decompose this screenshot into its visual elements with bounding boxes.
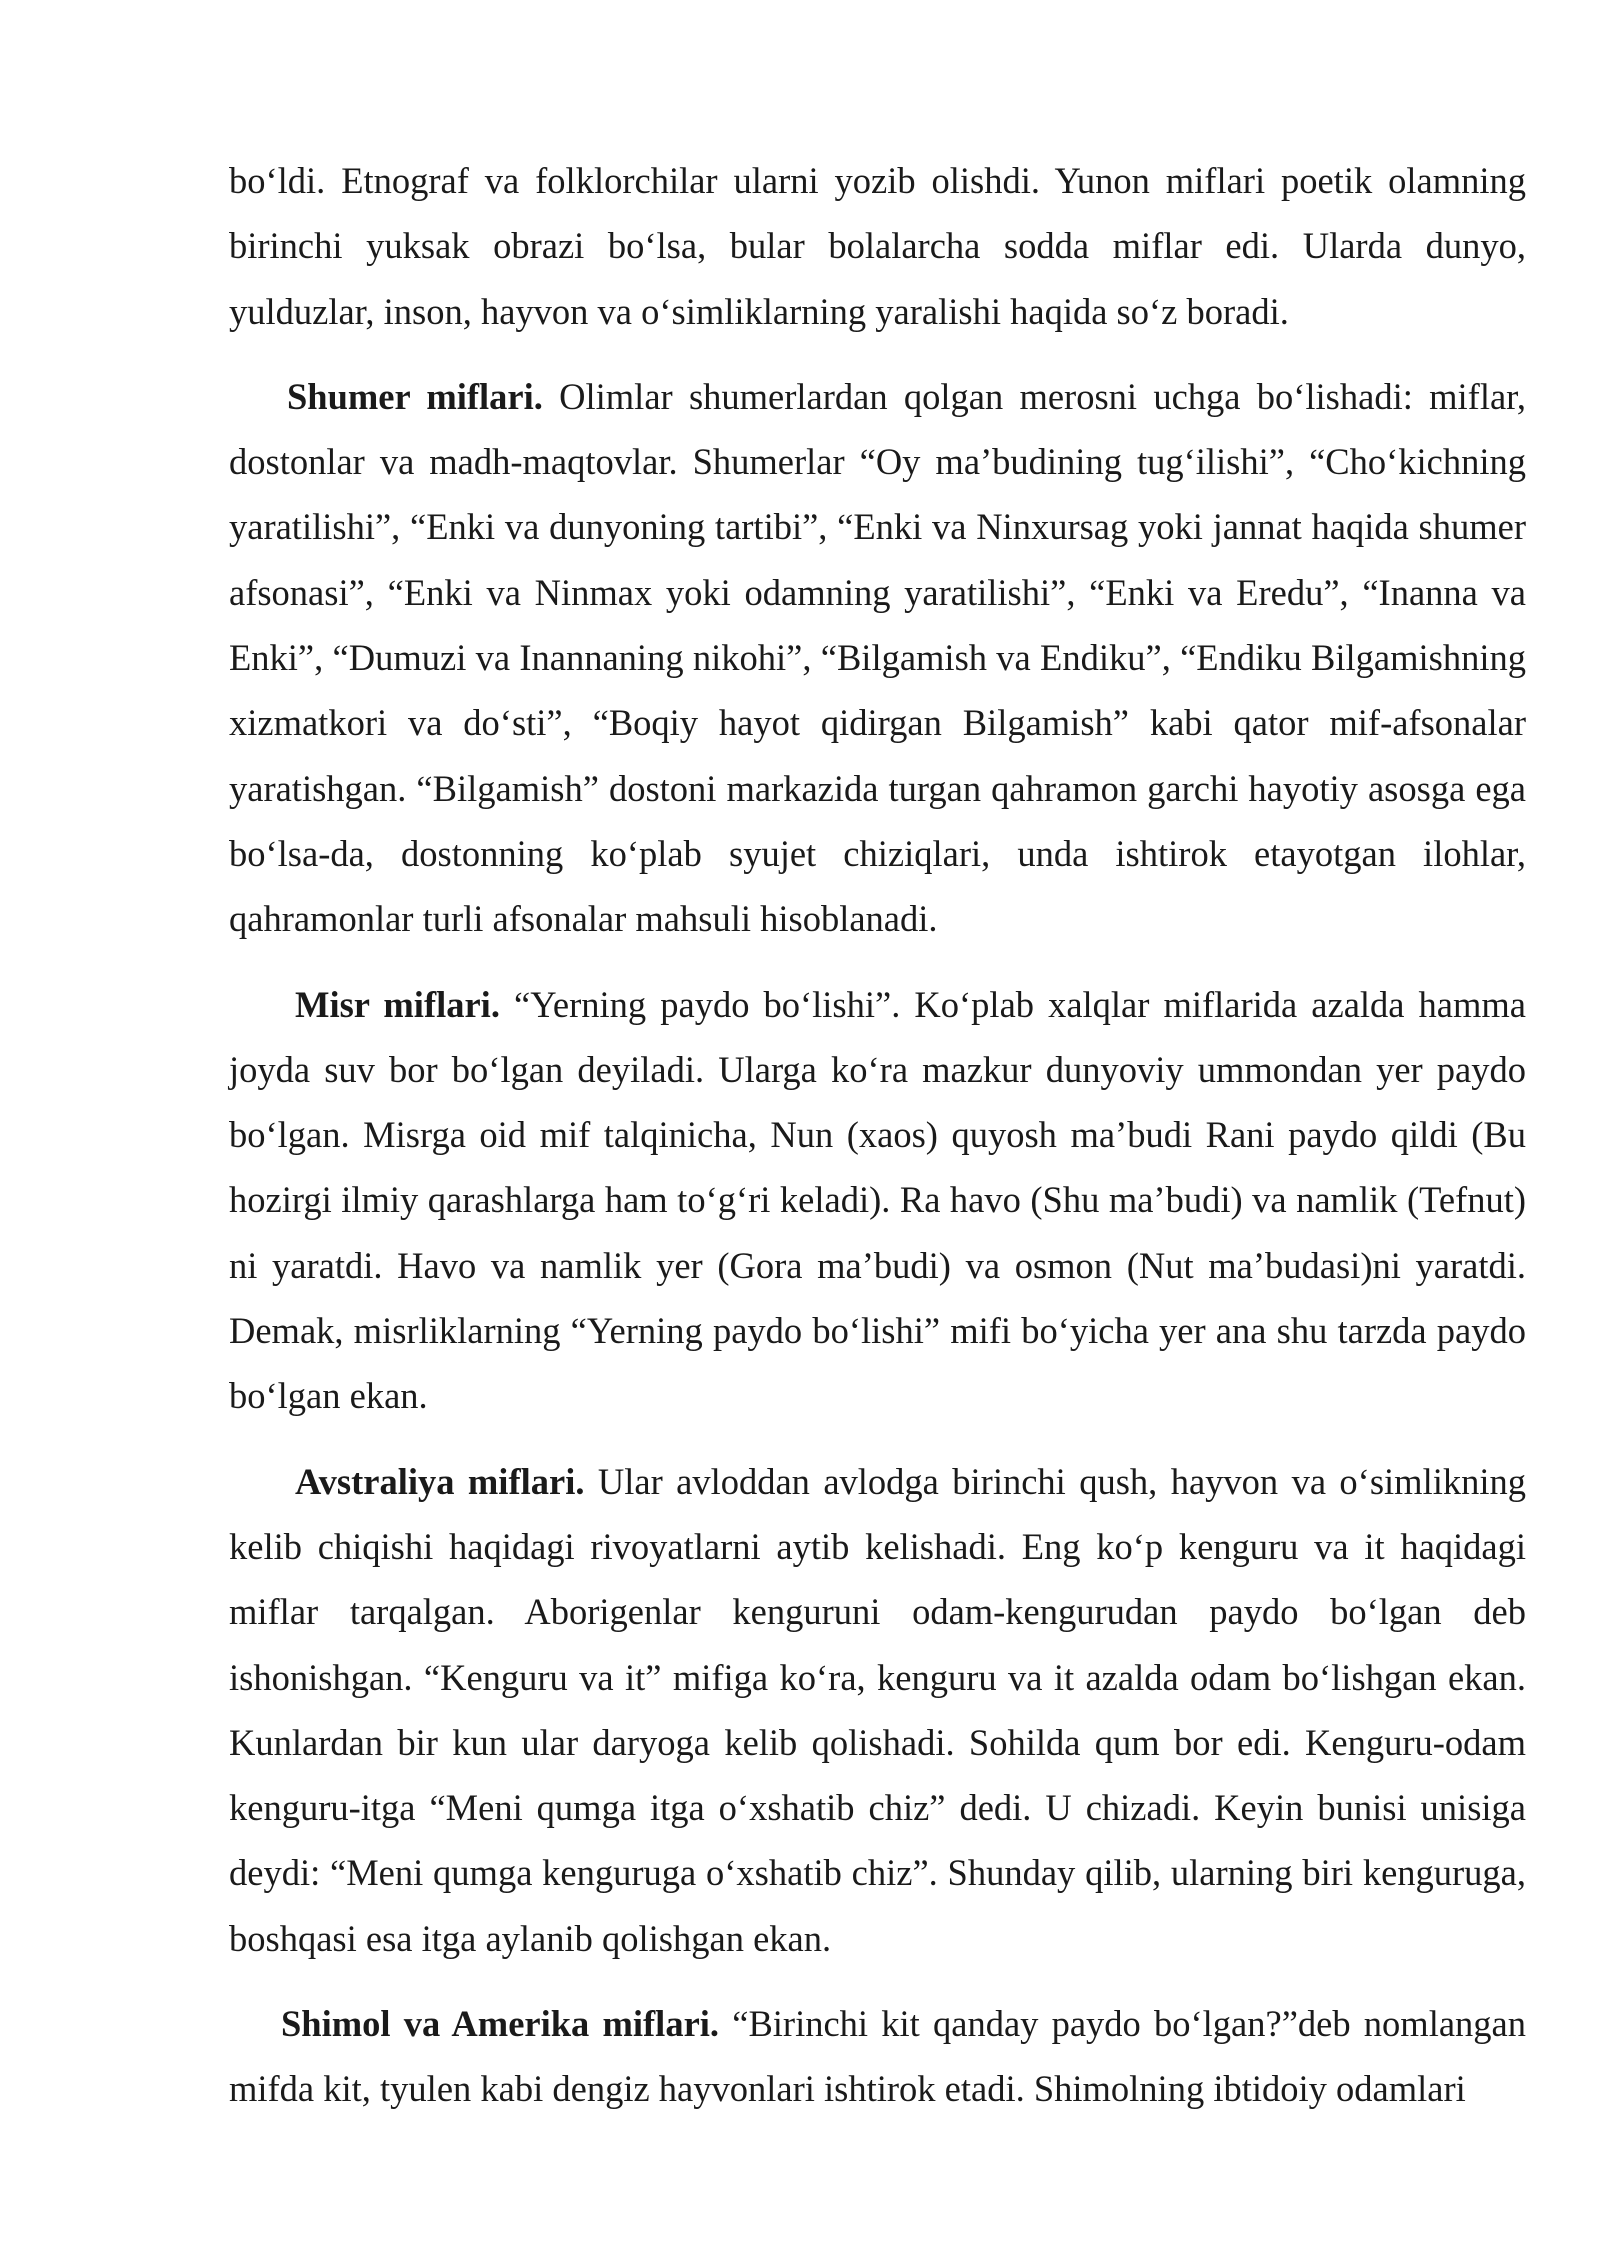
paragraph-shimol (229, 1991, 1526, 2122)
paragraph-misr (229, 972, 1526, 1429)
section-heading-shimol: Shimol va Amerika miflari. (281, 2003, 720, 2045)
paragraph-intro (229, 148, 1526, 344)
paragraph-misr-text: “Yerning paydo bo‘lishi”. Ko‘plab xalqlar miflarida azalda hamma joyda suv bor bo‘lgan deyiladi. Ularga ko‘ra mazkur dunyoviy ummondan yer paydo bo‘lgan. Misrga oid mif talqinicha, Nun (xaos) quyosh ma’budi Rani paydo qildi (Bu hozirgi ilmiy qarashlarga ham to‘g‘ri keladi). Ra havo (Shu ma’budi) va namlik (Tefnut) ni yaratdi. Havo va namlik yer (Gora ma’budi) va osmon (Nut ma’budasi)ni yaratdi. Demak, misrliklarning “Yerning paydo bo‘lishi” mifi bo‘yicha yer ana shu tarzda paydo bo‘lgan ekan. (229, 983, 1526, 1417)
section-heading-avstraliya: Avstraliya miflari. (295, 1460, 585, 1502)
paragraph-shumer-text: Olimlar shumerlardan qolgan merosni uchga bo‘lishadi: miflar, dostonlar va madh-maqtovlar. Shumerlar “Oy ma’budining tug‘ilishi”, “Cho‘kichning yaratilishi”, “Enki va dunyoning tartibi”, “Enki va Ninxursag yoki jannat haqida shumer afsonasi”, “Enki va Ninmax yoki odamning yaratilishi”, “Enki va Eredu”, “Inanna va Enki”, “Dumuzi va Inannaning nikohi”, “Bilgamish va Endiku”, “Endiku Bilgamishning xizmatkori va do‘sti”, “Boqiy hayot qidirgan Bilgamish” kabi qator mif-afsonalar yaratishgan. “Bilgamish” dostoni markazida turgan qahramon garchi hayotiy asosga ega bo‘lsa-da, dostonning ko‘plab syujet chiziqlari, unda ishtirok etayotgan ilohlar, qahramonlar turli afsonalar mahsuli hisoblanadi. (229, 375, 1526, 940)
paragraph-shimol-text: “Birinchi kit qanday paydo bo‘lgan?”deb nomlangan mifda kit, tyulen kabi dengiz hayvonlari ishtirok etadi. Shimolning ibtidoiy odamlari (229, 2003, 1526, 2110)
paragraph-avstraliya-text: Ular avloddan avlodga birinchi qush, hayvon va o‘simlikning kelib chiqishi haqidagi rivoyatlarni aytib kelishadi. Eng ko‘p kenguru va it haqidagi miflar tarqalgan. Aborigenlar kenguruni odam-kengurudan paydo bo‘lgan deb ishonishgan. “Kenguru va it” mifiga ko‘ra, kenguru va it azalda odam bo‘lishgan ekan. Kunlardan bir kun ular daryoga kelib qolishadi. Sohilda qum bor edi. Kenguru-odam kenguru-itga “Meni qumga itga o‘xshatib chiz” dedi. U chizadi. Keyin bunisi unisiga deydi: “Meni qumga kenguruga o‘xshatib chiz”. Shunday qilib, ularning biri kenguruga, boshqasi esa itga aylanib qolishgan ekan. (229, 1460, 1526, 1959)
paragraph-shumer (229, 364, 1526, 952)
section-heading-shumer: Shumer miflari. (287, 375, 543, 417)
section-heading-misr: Misr miflari. (295, 983, 500, 1025)
paragraph-avstraliya (229, 1449, 1526, 1971)
paragraph-intro-text: bo‘ldi. Etnograf va folklorchilar ularni yozib olishdi. Yunon miflari poetik olamning birinchi yuksak obrazi bo‘lsa, bular bolalarcha sodda miflar edi. Ularda dunyo, yulduzlar, inson, hayvon va o‘simliklarning yaralishi haqida so‘z boradi. (229, 160, 1526, 332)
document-page (229, 148, 1526, 2142)
